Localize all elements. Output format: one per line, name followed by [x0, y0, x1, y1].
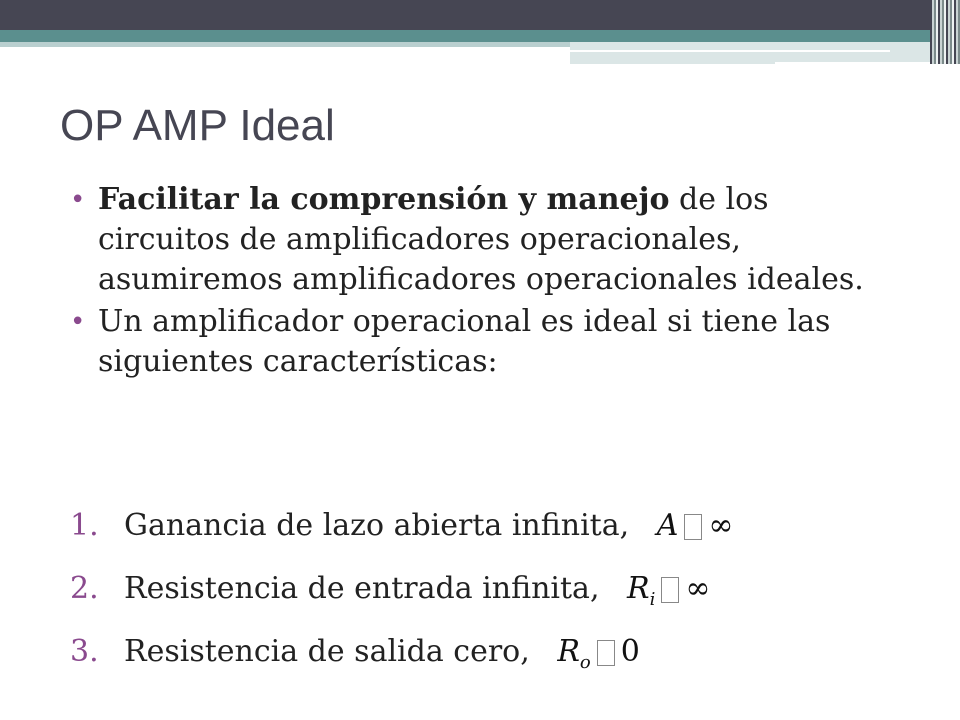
item-number: 2. [70, 571, 99, 606]
slide-title: OP AMP Ideal [60, 101, 335, 150]
formula [657, 500, 734, 563]
item-text: Ganancia de lazo abierta infinita, [124, 508, 630, 543]
formula-lhs: R [557, 634, 580, 669]
formula [557, 626, 640, 689]
bullet-icon: • [70, 185, 86, 215]
bullet-bold-text: Facilitar la comprensión y manejo [98, 182, 670, 217]
item-number: 3. [70, 634, 99, 669]
bullet-text: de los circuitos de amplificadores operacionales, asumiremos amplificadores operacionales ideales. [98, 182, 864, 297]
item-number: 1. [70, 508, 99, 543]
formula-subscript: o [579, 652, 591, 673]
numbered-item [70, 500, 900, 563]
numbered-item [70, 626, 900, 689]
missing-glyph-icon [597, 640, 615, 666]
numbered-list [70, 500, 900, 689]
header-banner [0, 0, 930, 30]
missing-glyph-icon [661, 577, 679, 603]
missing-glyph-icon [684, 514, 702, 540]
bullet-icon: • [70, 307, 86, 337]
item-text: Resistencia de salida cero, [124, 634, 530, 669]
item-text: Resistencia de entrada infinita, [124, 571, 600, 606]
header-shelf [570, 42, 930, 64]
formula [627, 563, 710, 626]
formula-lhs: R [627, 571, 650, 606]
formula-rhs: ∞ [708, 508, 734, 543]
numbered-item [70, 563, 900, 626]
formula-rhs: 0 [620, 634, 640, 669]
bullet-item [70, 302, 900, 382]
header-accent-stripe [0, 30, 930, 42]
formula-lhs: A [656, 508, 679, 543]
header-shelf-line-lower [775, 62, 930, 64]
header-light-stripe [0, 42, 570, 47]
formula-subscript: i [649, 589, 656, 610]
header-vertical-stripes [930, 0, 960, 64]
formula-rhs: ∞ [685, 571, 711, 606]
bullet-list [70, 180, 900, 384]
bullet-text: Un amplificador operacional es ideal si tiene las siguientes características: [98, 304, 831, 379]
bullet-item [70, 180, 900, 300]
header-shelf-line [570, 50, 890, 52]
